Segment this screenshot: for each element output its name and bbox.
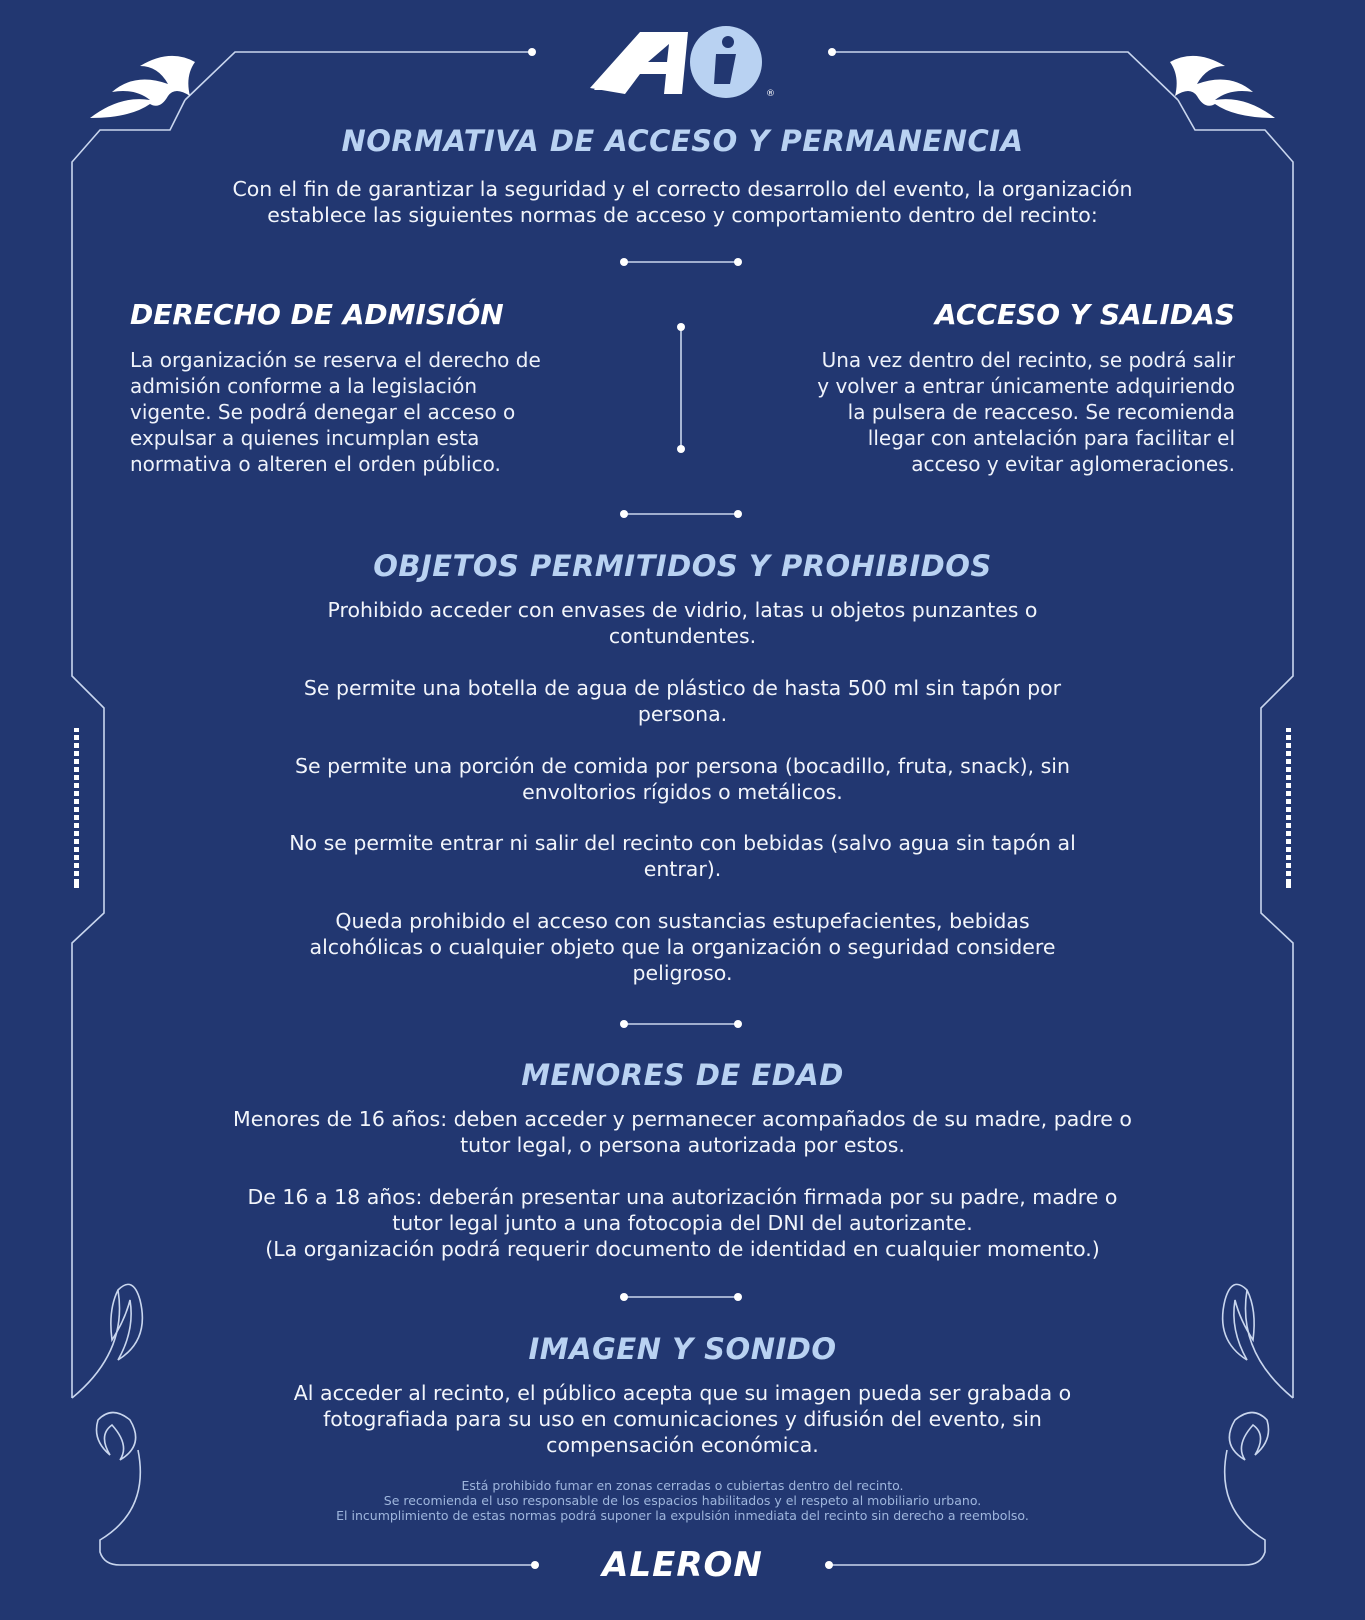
imagen-title: IMAGEN Y SONIDO (528, 1332, 837, 1366)
objetos-item-2 (160, 675, 1205, 727)
admision-line: admisión conforme a la legislación (130, 374, 478, 398)
objetos-line: Se permite una porción de comida por persona (bocadillo, fruta, snack), sin (295, 754, 1070, 778)
menores-line: Menores de 16 años: deben acceder y permanecer acompañados de su madre, padre o (233, 1107, 1132, 1131)
menores-title: MENORES DE EDAD (521, 1058, 844, 1092)
imagen-line: fotografiada para su uso en comunicaciones y difusión del evento, sin (323, 1407, 1042, 1431)
admision-line: La organización se reserva el derecho de (130, 348, 541, 372)
acceso-line: la pulsera de reacceso. Se recomienda (847, 400, 1235, 424)
divider-4 (620, 1292, 742, 1302)
acceso-line: y volver a entrar únicamente adquiriendo (817, 374, 1235, 398)
intro-line-1: Con el fin de garantizar la seguridad y el correcto desarrollo del evento, la organización (232, 177, 1133, 201)
divider-2 (620, 509, 742, 519)
objetos-line: contundentes. (608, 624, 757, 648)
objetos-line: persona. (637, 702, 728, 726)
ai-logo (590, 22, 780, 102)
page-title: NORMATIVA DE ACCESO Y PERMANENCIA (341, 124, 1024, 158)
objetos-line: peligroso. (632, 961, 733, 985)
objetos-line: entrar). (643, 857, 722, 881)
fineprint-line: Se recomienda el uso responsable de los espacios habilitados y el respeto al mobiliario urbano. (383, 1493, 982, 1508)
objetos-line: envoltorios rígidos o metálicos. (522, 780, 843, 804)
menores-p2 (110, 1184, 1255, 1262)
objetos-item-3 (160, 753, 1205, 805)
menores-p1 (110, 1106, 1255, 1158)
imagen-text (160, 1380, 1205, 1458)
objetos-item-4 (160, 830, 1205, 882)
admision-title: DERECHO DE ADMISIÓN (130, 298, 504, 331)
divider-1 (620, 257, 742, 267)
objetos-item-5 (160, 908, 1205, 986)
admision-line: normativa o alteren el orden público. (130, 452, 501, 476)
objetos-line: alcohólicas o cualquier objeto que la organización o seguridad considere (309, 935, 1056, 959)
column-divider (676, 322, 686, 454)
acceso-line: llegar con antelación para facilitar el (867, 426, 1235, 450)
fineprint-line: Está prohibido fumar en zonas cerradas o cubiertas dentro del recinto. (461, 1478, 904, 1493)
acceso-title: ACCESO Y SALIDAS (935, 298, 1235, 331)
objetos-line: Queda prohibido el acceso con sustancias estupefacientes, bebidas (335, 909, 1030, 933)
fineprint-line: El incumplimiento de estas normas podrá suponer la expulsión inmediata del recinto sin derecho a reembolso. (336, 1508, 1029, 1523)
objetos-line: No se permite entrar ni salir del recinto con bebidas (salvo agua sin tapón al (289, 831, 1076, 855)
imagen-line: compensación económica. (546, 1433, 819, 1457)
menores-line: De 16 a 18 años: deberán presentar una autorización firmada por su padre, madre o (247, 1185, 1118, 1209)
intro-line-2: establece las siguientes normas de acceso y comportamiento dentro del recinto: (267, 203, 1098, 227)
menores-line: (La organización podrá requerir documento de identidad en cualquier momento.) (265, 1237, 1100, 1261)
menores-line: tutor legal junto a una fotocopia del DNI del autorizante. (392, 1211, 973, 1235)
admision-line: vigente. Se podrá denegar el acceso o (130, 400, 516, 424)
objetos-line: Prohibido acceder con envases de vidrio, latas u objetos punzantes o (327, 598, 1038, 622)
imagen-line: Al acceder al recinto, el público acepta que su imagen pueda ser grabada o (293, 1381, 1072, 1405)
objetos-title: OBJETOS PERMITIDOS Y PROHIBIDOS (373, 549, 992, 583)
fineprint (110, 1478, 1255, 1523)
menores-line: tutor legal, o persona autorizada por estos. (460, 1133, 905, 1157)
objetos-line: Se permite una botella de agua de plástico de hasta 500 ml sin tapón por (303, 676, 1062, 700)
admision-line: expulsar a quienes incumplan esta (130, 426, 480, 450)
intro-text (110, 176, 1255, 228)
svg-text:®: ® (766, 89, 775, 99)
aleron-logo: ALERON (602, 1545, 763, 1585)
admision-text (130, 347, 660, 477)
acceso-line: acceso y evitar aglomeraciones. (911, 452, 1235, 476)
objetos-item-1 (160, 597, 1205, 649)
acceso-line: Una vez dentro del recinto, se podrá salir (821, 348, 1235, 372)
divider-3 (620, 1019, 742, 1029)
acceso-text (705, 347, 1235, 477)
